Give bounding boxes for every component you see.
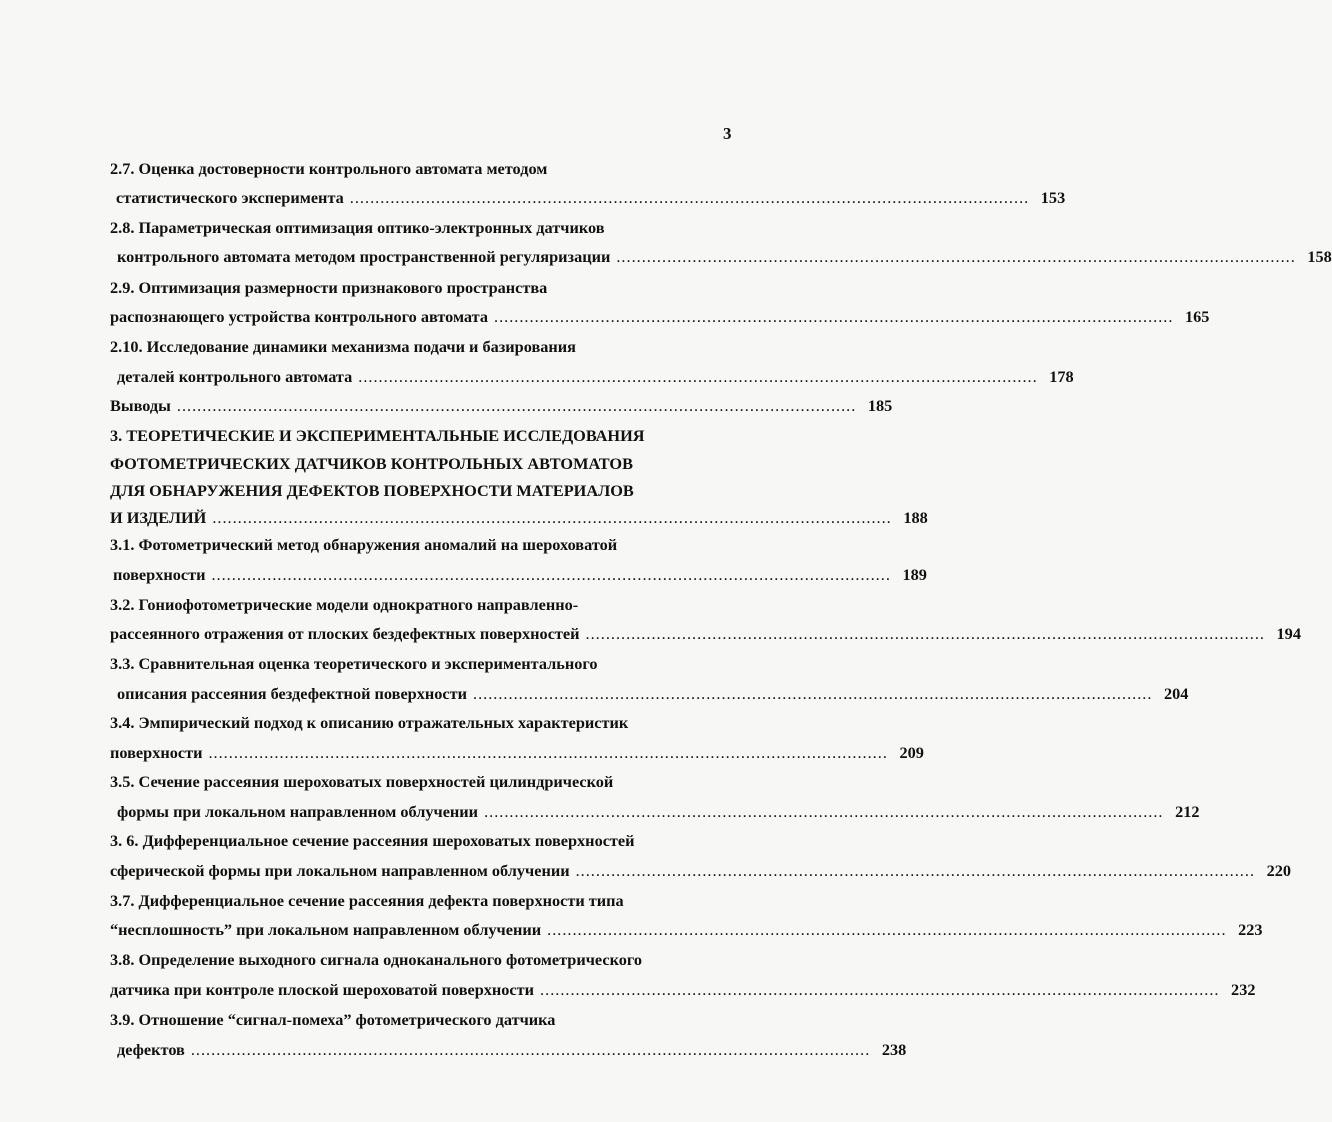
toc-page: 188: [903, 508, 928, 527]
toc-page: 238: [881, 1040, 907, 1059]
toc-text: поверхности: [113, 565, 206, 584]
toc-line: [110, 624, 1301, 644]
leader-dots: ......................................................................................................................................: [176, 396, 857, 415]
toc-line: [110, 950, 642, 970]
toc-line: [110, 1010, 555, 1030]
toc-text: Выводы: [110, 396, 171, 415]
toc-text: 2.8. Параметрическая оптимизация оптико-электронных датчиков: [110, 218, 605, 237]
toc-line: [110, 337, 576, 357]
toc-text: поверхности: [110, 743, 203, 762]
toc-line: [110, 654, 598, 674]
toc-line: [110, 713, 628, 733]
toc-text: формы при локальном направленном облучении: [117, 802, 479, 821]
leader-dots: ......................................................................................................................................: [208, 743, 888, 762]
toc-line: [110, 218, 605, 238]
toc-text: И ИЗДЕЛИЙ: [110, 508, 207, 527]
toc-text: 3.1. Фотометрический метод обнаружения аномалий на шероховатой: [110, 535, 618, 554]
toc-text: рассеянного отражения от плоских бездефектных поверхностей: [110, 624, 580, 643]
toc-page: 209: [899, 743, 924, 762]
toc-line: [117, 247, 1332, 267]
toc-line: [110, 920, 1263, 940]
toc-page: 185: [867, 396, 893, 415]
leader-dots: ......................................................................................................................................: [212, 508, 892, 527]
toc-text: 3. ТЕОРЕТИЧЕСКИЕ И ЭКСПЕРИМЕНТАЛЬНЫЕ ИССЛЕДОВАНИЯ: [110, 426, 645, 445]
toc-page: 220: [1266, 861, 1292, 880]
leader-dots: ......................................................................................................................................: [494, 307, 1174, 326]
toc-line: [110, 861, 1292, 881]
toc-page: 178: [1049, 367, 1074, 386]
leader-dots: ......................................................................................................................................: [211, 565, 891, 584]
toc-line: [110, 454, 633, 474]
toc-text: описания рассеяния бездефектной поверхности: [117, 684, 467, 703]
toc-line: [110, 307, 1210, 327]
toc-line: [113, 565, 927, 585]
toc-text: ДЛЯ ОБНАРУЖЕНИЯ ДЕФЕКТОВ ПОВЕРХНОСТИ МАТЕРИАЛОВ: [110, 481, 634, 500]
toc-page: 153: [1040, 188, 1066, 207]
toc-text: 3.4. Эмпирический подход к описанию отражательных характеристик: [110, 713, 629, 732]
toc-text: дефектов: [117, 1040, 185, 1059]
toc-page: 189: [902, 565, 927, 584]
toc-page: 232: [1231, 980, 1256, 999]
toc-line: [117, 802, 1200, 822]
leader-dots: ......................................................................................................................................: [473, 684, 1153, 703]
toc-line: [110, 481, 634, 501]
toc-text: 3.8. Определение выходного сигнала одноканального фотометрического: [110, 950, 643, 969]
page-number: 3: [723, 124, 732, 143]
toc-line: [117, 684, 1189, 704]
toc-line: [110, 831, 635, 851]
toc-text: статистического эксперимента: [116, 188, 344, 207]
leader-dots: ......................................................................................................................................: [484, 802, 1164, 821]
toc-text: сферической формы при локальном направленном облучении: [110, 861, 570, 880]
toc-text: 3.9. Отношение “сигнал-помеха” фотометрического датчика: [110, 1010, 556, 1029]
toc-line: [110, 278, 547, 298]
leader-dots: ......................................................................................................................................: [547, 920, 1227, 939]
toc-text: 3.2. Гониофотометрические модели однократного направленно-: [110, 595, 579, 614]
toc-line: [117, 1040, 907, 1060]
toc-text: 3.7. Дифференциальное сечение рассеяния дефекта поверхности типа: [110, 891, 624, 910]
toc-text: распознающего устройства контрольного автомата: [110, 307, 488, 326]
toc-line: [110, 980, 1256, 1000]
toc-text: “несплошность” при локальном направленном облучении: [110, 920, 542, 939]
toc-line: [117, 367, 1074, 387]
toc-line: [116, 188, 1066, 208]
toc-line: [110, 772, 613, 792]
leader-dots: ......................................................................................................................................: [358, 367, 1038, 386]
leader-dots: ......................................................................................................................................: [349, 188, 1030, 207]
toc-page: 223: [1238, 920, 1263, 939]
toc-line: [110, 159, 547, 179]
toc-page: 165: [1185, 307, 1210, 326]
toc-page: 158: [1307, 247, 1332, 266]
toc-page: 194: [1276, 624, 1301, 643]
toc-page: 204: [1164, 684, 1189, 703]
leader-dots: ......................................................................................................................................: [616, 247, 1296, 266]
toc-line: [110, 535, 617, 555]
toc-page: 212: [1175, 802, 1200, 821]
toc-text: деталей контрольного автомата: [117, 367, 353, 386]
toc-line: [110, 891, 624, 911]
toc-line: [110, 426, 645, 446]
toc-text: 2.10. Исследование динамики механизма подачи и базирования: [110, 337, 576, 356]
toc-text: ФОТОМЕТРИЧЕСКИХ ДАТЧИКОВ КОНТРОЛЬНЫХ АВТОМАТОВ: [110, 454, 633, 473]
toc-line: [110, 396, 893, 416]
toc-text: 3.3. Сравнительная оценка теоретического и экспериментального: [110, 654, 598, 673]
toc-line: [110, 508, 928, 528]
toc-line: [110, 595, 578, 615]
toc-text: 3.5. Сечение рассеяния шероховатых поверхностей цилиндрической: [110, 772, 614, 791]
toc-text: датчика при контроле плоской шероховатой поверхности: [110, 980, 535, 999]
toc-text: 2.9. Оптимизация размерности признакового пространства: [110, 278, 548, 297]
toc-line: [110, 743, 924, 763]
leader-dots: ......................................................................................................................................: [540, 980, 1220, 999]
toc-text: 3. 6. Дифференциальное сечение рассеяния шероховатых поверхностей: [110, 831, 635, 850]
toc-text: 2.7. Оценка достоверности контрольного автомата методом: [110, 159, 548, 178]
leader-dots: ......................................................................................................................................: [190, 1040, 871, 1059]
leader-dots: ......................................................................................................................................: [585, 624, 1265, 643]
leader-dots: ......................................................................................................................................: [575, 861, 1256, 880]
toc-text: контрольного автомата методом пространственной регуляризации: [117, 247, 611, 266]
